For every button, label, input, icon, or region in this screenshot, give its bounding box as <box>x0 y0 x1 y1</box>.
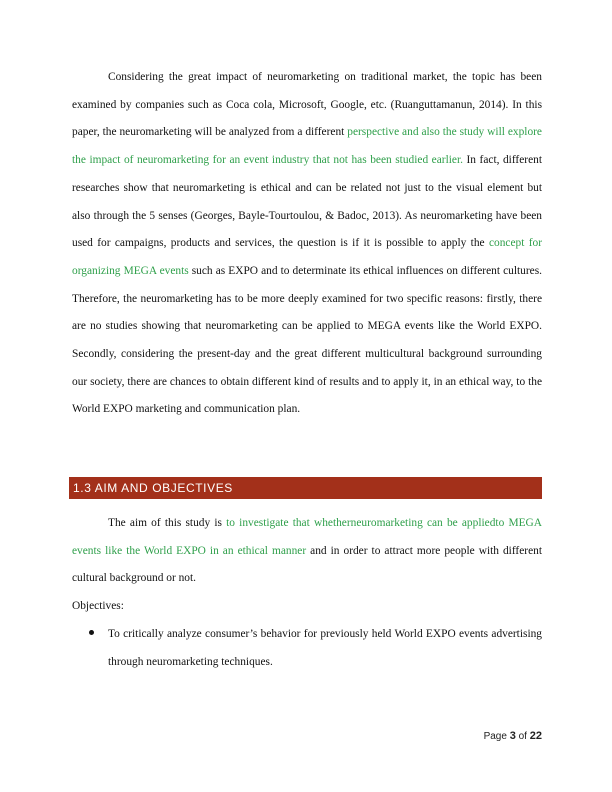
bullet-text: To critically analyze consumer’s behavior for previously held World EXPO events advertising through neuromarketing techniques. <box>108 628 542 668</box>
footer-total-pages: 22 <box>529 730 542 742</box>
intro-paragraph <box>72 64 542 424</box>
paragraph-text: such as EXPO and to determinate its ethical influences on different cultures. Therefore, the neuromarketing has to be more deeply examined for two specific reasons: firstly, there are no studies showing that neuromarketing can be applied to MEGA events like the World EXPO. Secondly, considering the present-day and the great different multicultural background surrounding our society, there are chances to obtain different kind of results and to apply it, in an ethical way, to the World EXPO marketing and communication plan. <box>72 264 542 416</box>
paragraph-text: In fact, different researches show that neuromarketing is ethical and can be related not just to the visual element but also through the 5 senses (Georges, Bayle-Tourtoulou, & Badoc, 2013). As neuromarketing have been used for campaigns, products and services, the question is if it is possible to apply the <box>72 154 542 250</box>
section-heading: 1.3 AIM AND OBJECTIVES <box>69 477 542 499</box>
paragraph-text: The aim of this study is <box>108 517 227 529</box>
aim-paragraph <box>72 510 542 593</box>
paragraph-text: and in order to attract more people with different cultural background or not. <box>72 544 542 585</box>
highlighted-text: perspective and also the study will explore the impact of neuromarketing for an event industry that not has been studied earlier. <box>72 126 542 167</box>
paragraph-text: Considering the great impact of neuromarketing on traditional market, the topic has been examined by companies such as Coca cola, Microsoft, Google, etc. (Ruanguttamanun, 2014). In this paper, the neuromarketing will be analyzed from a different <box>72 71 542 139</box>
footer-page-label: Page <box>483 731 507 742</box>
bullet-icon <box>89 630 94 635</box>
page-footer <box>484 730 542 742</box>
highlighted-text: concept for organizing MEGA events <box>72 237 542 277</box>
objectives-label: Objectives: <box>72 600 124 612</box>
footer-of-label: of <box>518 731 527 742</box>
footer-current-page: 3 <box>509 730 516 742</box>
bullet-list-item <box>72 621 542 676</box>
highlighted-text: to investigate that whetherneuromarketing can be appliedto MEGA events like the World EXPO in an ethical manner <box>72 517 542 557</box>
